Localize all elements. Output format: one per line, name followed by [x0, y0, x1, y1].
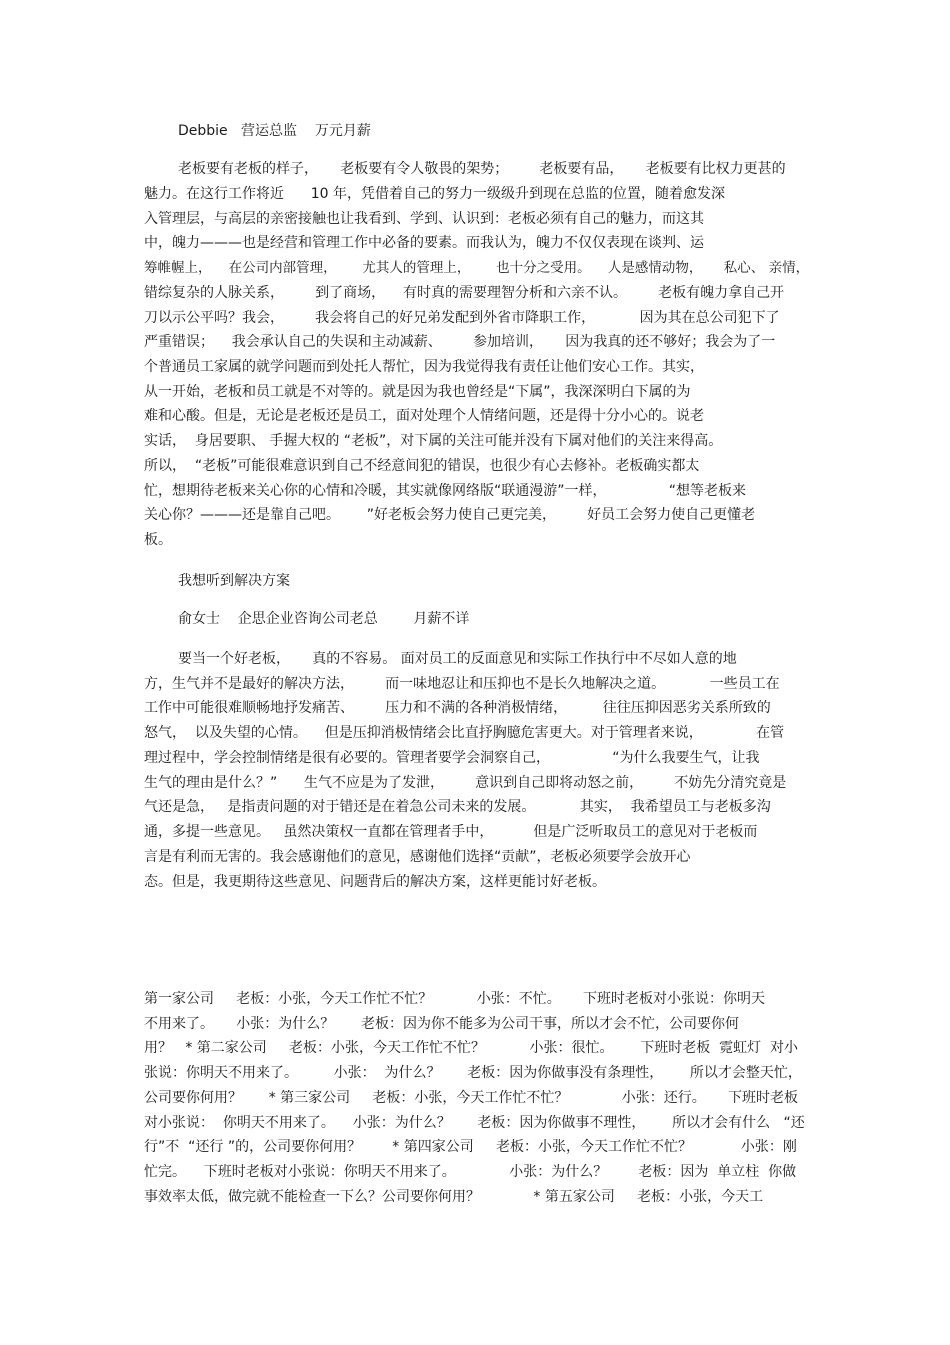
- text-line: 错综复杂的人脉关系， 到了商场， 有时真的需要理智分析和六亲不认。 老板有魄力拿自己开: [144, 285, 785, 301]
- text-line: 事效率太低，做完就不能检查一下么？公司要你何用？ * 第五家公司 老板：小张，今天工: [144, 1189, 764, 1205]
- text-line: 怒气， 以及失望的心情。 但是压抑消极情绪会比直抒胸臆危害更大。对于管理者来说， 在管: [144, 725, 785, 741]
- text-line: 工作中可能很难顺畅地抒发痛苦、 压力和不满的各种消极情绪， 往往压抑因恶劣关系所致的: [144, 700, 771, 716]
- text-line: 从一开始，老板和员工就是不对等的。就是因为我也曾经是“下属”，我深深明白下属的为: [144, 384, 691, 400]
- text-line: 不用来了。 小张：为什么？ 老板：因为你不能多为公司干事，所以才会不忙，公司要你何: [144, 1016, 739, 1032]
- text-line: 老板要有老板的样子， 老板要有令人敬畏的架势； 老板要有品， 老板要有比权力更甚的: [178, 161, 786, 177]
- text-line: 用？ * 第二家公司 老板：小张，今天工作忙不忙？ 小张：很忙。 下班时老板 霓虹灯 对小: [144, 1040, 799, 1056]
- text-line: 板。: [144, 532, 172, 548]
- text-line: 实话， 身居要职、 手握大权的 “老板”，对下属的关注可能并没有下属对他们的关注来得高。: [144, 433, 723, 449]
- text-line: 行”不 “还行 ”的，公司要你何用？ * 第四家公司 老板：小张，今天工作忙不忙？ 小张：刚: [144, 1139, 797, 1155]
- text-line: 难和心酸。但是，无论是老板还是员工，面对处理个人情绪问题，还是得十分小心的。说老: [144, 408, 704, 424]
- text-line: 方，生气并不是最好的解决方法， 而一味地忍让和压抑也不是长久地解决之道。 一些员工在: [144, 676, 780, 692]
- text-line: 入管理层，与高层的亲密接触也让我看到、学到、认识到：老板必须有自己的魅力，而这其: [144, 211, 704, 227]
- text-line: 态。但是，我更期待这些意见、问题背后的解决方案，这样更能讨好老板。: [144, 874, 606, 890]
- text-line: 中，魄力———也是经营和管理工作中必备的要素。而我认为，魄力不仅仅表现在谈判、运: [144, 235, 704, 251]
- section1-heading: Debbie 营运总监 万元月薪: [178, 123, 371, 139]
- text-line: 要当一个好老板， 真的不容易。 面对员工的反面意见和实际工作执行中不尽如人意的地: [178, 651, 737, 667]
- text-line: 张说：你明天不用来了。 小张： 为什么？ 老板：因为你做事没有条理性， 所以才会整天忙，: [144, 1065, 802, 1081]
- text-line: 生气的理由是什么？” 生气不应是为了发泄， 意识到自己即将动怒之前， 不妨先分清究竟是: [144, 775, 787, 791]
- text-line: 严重错误； 我会承认自己的失误和主动减薪、 参加培训， 因为我真的还不够好；我会为了一: [144, 334, 776, 350]
- text-line: 所以， “老板”可能很难意识到自己不经意间犯的错误，也很少有心去修补。老板确实都太: [144, 458, 700, 474]
- text-line: 言是有利而无害的。我会感谢他们的意见，感谢他们选择“贡献”，老板必须要学会放开心: [144, 849, 691, 865]
- text-line: 对小张说： 你明天不用来了。 小张：为什么？ 老板：因为你做事不理性， 所以才会有什么 “还: [144, 1115, 805, 1131]
- text-line: 筹帷幄上， 在公司内部管理， 尤其人的管理上， 也十分之受用。 人是感情动物， 私心、 亲情，: [144, 260, 810, 276]
- text-line: 第一家公司 老板：小张，今天工作忙不忙？ 小张：不忙。 下班时老板对小张说：你明天: [144, 991, 766, 1007]
- text-line: 个普通员工家属的就学问题而到处托人帮忙，因为我觉得我有责任让他们安心工作。其实，: [144, 359, 704, 375]
- text-line: 魅力。在这行工作将近 10 年，凭借着自己的努力一级级升到现在总监的位置，随着愈发深: [144, 186, 725, 202]
- text-line: 气还是急， 是指责问题的对于错还是在着急公司未来的发展。 其实， 我希望员工与老板多沟: [144, 799, 771, 815]
- text-line: 忙，想期待老板来关心你的心情和冷暖，其实就像网络版“联通漫游”一样， “想等老板来: [144, 483, 747, 499]
- text-line: 刀以示公平吗？我会， 我会将自己的好兄弟发配到外省市降职工作， 因为其在总公司犯下了: [144, 310, 780, 326]
- section2-intro: 我想听到解决方案: [178, 573, 290, 589]
- text-line: 公司要你何用？ * 第三家公司 老板：小张，今天工作忙不忙？ 小张：还行。 下班时老板: [144, 1090, 799, 1106]
- text-line: 通，多提一些意见。 虽然决策权一直都在管理者手中， 但是广泛听取员工的意见对于老板而: [144, 824, 758, 840]
- text-line: 理过程中，学会控制情绪是很有必要的。管理者要学会洞察自己， “为什么我要生气，让我: [144, 750, 760, 766]
- text-line: 关心你？———还是靠自己吧。 ”好老板会努力使自己更完美， 好员工会努力使自己更懂老: [144, 507, 756, 523]
- text-line: 忙完。 下班时老板对小张说：你明天不用来了。 小张：为什么？ 老板：因为 单立柱 你做: [144, 1164, 797, 1180]
- section2-heading: 俞女士 企思企业咨询公司老总 月薪不详: [178, 611, 470, 627]
